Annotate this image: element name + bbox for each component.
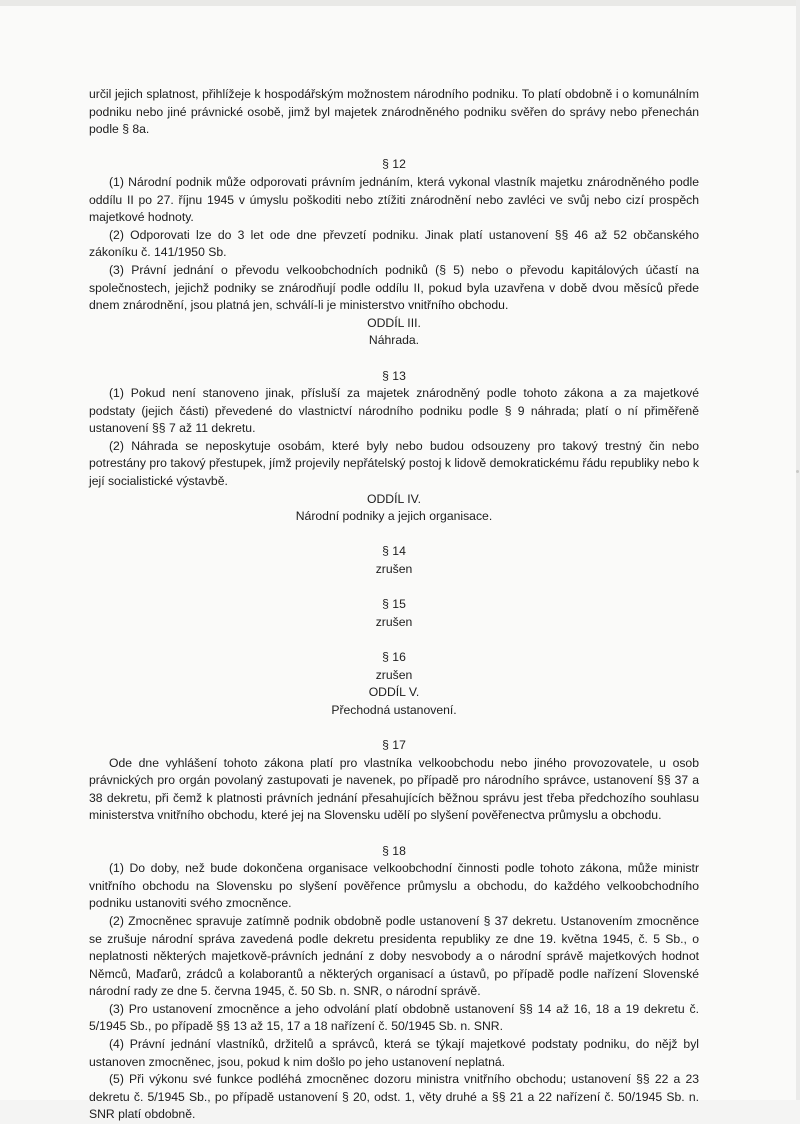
section-17-paragraph-1: Ode dne vyhlášení tohoto zákona platí pro vlastníka velkoobchodu nebo jiného provozovatele, u osob právnických pro orgán povolaný zastupovati je navenek, po případě pro národního správce, ustanovení §§ 37 a 38 dekretu, při čemž k platnosti právních jednání přesahujících běžnou správu jest třeba předchozího souhlasu ministerstva vnitřního obchodu, které jej na Slovensku udělí po slyšení pověřenectva průmyslu a obchodu. xyxy=(89,755,699,823)
part-4-heading: ODDÍL IV. xyxy=(367,491,421,506)
section-12-paragraph-2: (2) Odporovati lze do 3 let ode dne převzetí podniku. Jinak platí ustanovení §§ 46 až 52 občanského zákoníku č. 141/1950 Sb. xyxy=(89,227,699,260)
section-17-heading: § 17 xyxy=(382,737,406,752)
section-12-paragraph-1: (1) Národní podnik může odporovati právním jednáním, která vykonal vlastník majetku znárodněného podle oddílu II po 27. říjnu 1945 v úmyslu poškoditi nebo ztížiti znárodnění nebo zavléci ve svůj nebo cizí prospěch majetkové hodnoty. xyxy=(89,174,699,225)
part-3-heading: ODDÍL III. xyxy=(367,315,421,330)
part-5-heading: ODDÍL V. xyxy=(368,685,420,700)
section-18-paragraph-1: (1) Do doby, než bude dokončena organisace velkoobchodní činnosti podle tohoto zákona, může ministr vnitřního obchodu na Slovensku po slyšení pověřence průmyslu a obchodu, do každého velkoobchodního podniku ustanoviti svého zmocněnce. xyxy=(89,861,699,911)
part-4-title: Národní podniky a jejich organisace. xyxy=(295,509,493,524)
section-13-heading: § 13 xyxy=(382,368,406,383)
intro-paragraph: určil jejich splatnost, přihlížeje k hospodářským možnostem národního podniku. To platí obdobně i o komunálním podniku nebo jiné právnické osobě, jimž byl majetek znárodněného podniku svěřen do správy nebo přenechán podle § 8a. xyxy=(89,87,699,137)
document-body xyxy=(89,86,699,1124)
section-18-paragraph-3: (3) Pro ustanovení zmocněnce a jeho odvolání platí obdobně ustanovení §§ 14 až 16, 18 a 19 dekretu č. 5/1945 Sb., po případě §§ 13 až 15, 17 a 18 nařízení č. 50/1945 Sb. n. SNR. xyxy=(89,1001,699,1034)
scan-speck xyxy=(796,470,799,473)
section-15-heading: § 15 xyxy=(382,597,406,612)
section-18-paragraph-2: (2) Zmocněnec spravuje zatímně podnik obdobně podle ustanovení § 37 dekretu. Ustanovením zmocněnce se zrušuje národní správa zavedená podle dekretu presidenta republiky ze dne 19. května 1945, č. 5 Sb., o neplatnosti některých majetkově-právních jednání z doby nesvobody a o národní správě majetkových hodnot Němců, Maďarů, zrádců a kolaborantů a některých organisací a ústavů, po případě podle nařízení Slovenské národní rady ze dne 5. června 1945, č. 50 Sb. n. SNR, o národní správě. xyxy=(89,913,699,999)
scan-edge-right xyxy=(796,0,800,1100)
scan-edge-top xyxy=(0,0,800,6)
section-14-heading: § 14 xyxy=(382,544,406,559)
part-5-title: Přechodná ustanovení. xyxy=(331,702,457,717)
section-12-heading: § 12 xyxy=(382,157,406,172)
section-18-paragraph-4: (4) Právní jednání vlastníků, držitelů a správců, která se týkají majetkové podstaty podniku, do nějž byl ustanoven zmocněnec, jsou, pokud k nim došlo po jeho ustanovení neplatná. xyxy=(89,1037,699,1069)
section-16-heading: § 16 xyxy=(382,650,406,664)
section-13-paragraph-1: (1) Pokud není stanoveno jinak, přísluší za majetek znárodněný podle tohoto zákona a za majetkové podstaty (jejich části) převedené do vlastnictví národního podniku podle § 9 náhrada; platí o ní přiměřeně ustanovení §§ 7 až 11 dekretu. xyxy=(89,386,699,436)
section-18-heading: § 18 xyxy=(382,843,406,858)
part-3-title: Náhrada. xyxy=(368,333,420,348)
section-15-text: zrušen xyxy=(375,614,413,629)
section-12-paragraph-3: (3) Právní jednání o převodu velkoobchodních podniků (§ 5) nebo o převodu kapitálových účastí na společnostech, jejichž podniky se znárodňují podle oddílu II, pokud byla uzavřena v době dvou měsíců přede dnem znárodnění, jsou platná jen, schválí-li je ministerstvo vnitřního obchodu. xyxy=(89,262,699,313)
section-13-paragraph-2: (2) Náhrada se neposkytuje osobám, které byly nebo budou odsouzeny pro takový trestný čin nebo potrestány pro takový přestupek, jímž projevily nepřátelský postoj k lidově demokratickému řádu republiky nebo k její socialistické výstavbě. xyxy=(89,438,699,489)
section-14-text: zrušen xyxy=(375,562,413,577)
section-18-paragraph-5: (5) Při výkonu své funkce podléhá zmocněnec dozoru ministra vnitřního obchodu; ustanovení §§ 22 a 23 dekretu č. 5/1945 Sb., po případě ustanovení § 20, odst. 1, věty druhé a §§ 21 a 22 nařízení č. 50/1945 Sb. n. SNR platí obdobně. xyxy=(89,1072,699,1122)
section-16-text: zrušen xyxy=(375,667,413,682)
